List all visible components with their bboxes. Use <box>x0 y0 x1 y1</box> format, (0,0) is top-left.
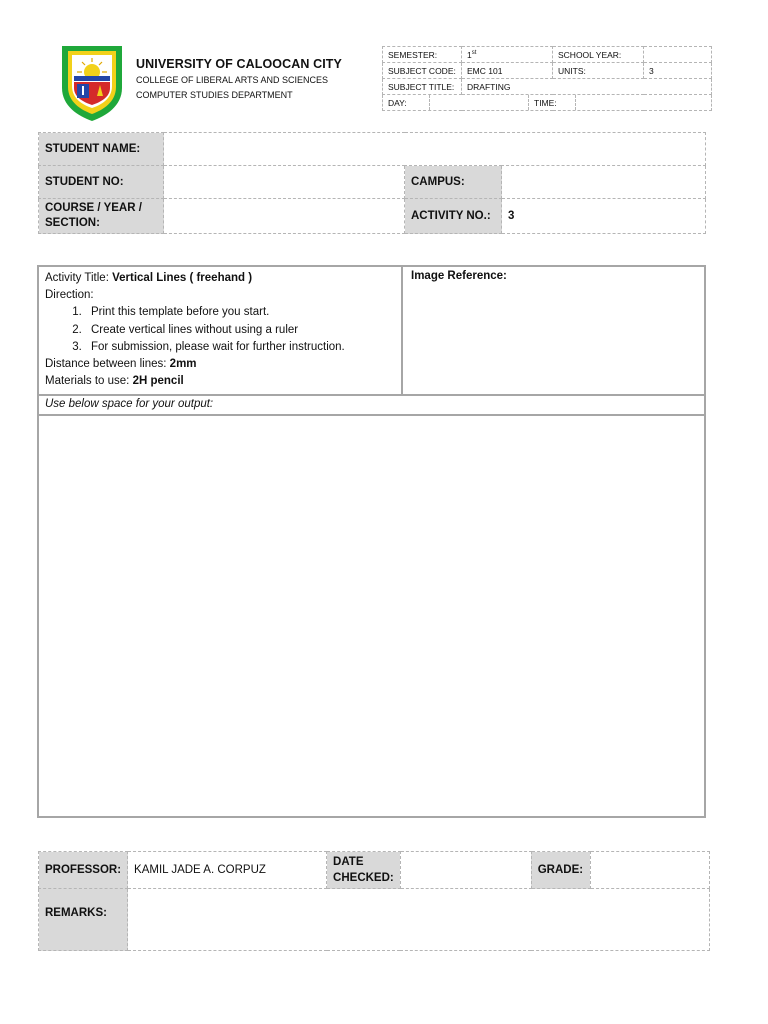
semester-label: SEMESTER: <box>383 47 462 63</box>
materials-line <box>45 373 401 390</box>
student-name-label: STUDENT NAME: <box>39 133 164 166</box>
grade-field[interactable] <box>590 852 709 889</box>
day-time-row <box>383 95 712 111</box>
activity-title-value: Vertical Lines ( freehand ) <box>112 272 253 284</box>
student-no-label: STUDENT NO: <box>39 166 164 199</box>
image-reference-label: Image Reference: <box>411 270 507 282</box>
subject-code-value[interactable]: EMC 101 <box>462 63 553 79</box>
grading-table <box>38 851 710 951</box>
direction-step: 1. Print this template before you start. <box>85 304 401 321</box>
distance-line <box>45 356 401 373</box>
date-checked-label: DATE CHECKED: <box>327 852 401 889</box>
professor-label: PROFESSOR: <box>39 852 128 889</box>
direction-steps <box>45 304 401 356</box>
subject-title-label: SUBJECT TITLE: <box>383 79 462 95</box>
activity-no-label: ACTIVITY NO.: <box>405 199 502 234</box>
time-label: TIME: <box>529 95 576 110</box>
activity-no-value[interactable]: 3 <box>502 199 706 234</box>
image-reference-panel <box>405 267 704 394</box>
time-value[interactable] <box>576 95 712 110</box>
day-value[interactable] <box>430 95 529 110</box>
activity-instructions <box>39 267 403 394</box>
course-year-section-label: COURSE / YEAR / SECTION: <box>39 199 164 234</box>
department-name: COMPUTER STUDIES DEPARTMENT <box>136 90 293 100</box>
units-label: UNITS: <box>553 63 644 79</box>
semester-number: 1 <box>467 49 472 60</box>
activity-title-label: Activity Title: <box>45 272 109 284</box>
remarks-field[interactable] <box>128 889 710 951</box>
school-year-label: SCHOOL YEAR: <box>553 47 644 63</box>
date-checked-field[interactable] <box>400 852 531 889</box>
remarks-label: REMARKS: <box>39 889 128 951</box>
activity-box <box>37 265 706 818</box>
campus-field[interactable] <box>502 166 706 199</box>
direction-step: 3. For submission, please wait for further instruction. <box>85 339 401 356</box>
university-name: UNIVERSITY OF CALOOCAN CITY <box>136 57 342 71</box>
direction-step: 2. Create vertical lines without using a ruler <box>85 322 401 339</box>
output-prompt: Use below space for your output: <box>39 394 704 416</box>
materials-value: 2H pencil <box>132 375 184 388</box>
student-info-table <box>38 132 706 234</box>
semester-value[interactable] <box>462 47 553 63</box>
school-year-value[interactable] <box>644 47 712 63</box>
subject-title-value[interactable]: DRAFTING <box>462 79 712 95</box>
semester-suffix: st <box>471 49 477 56</box>
course-info-table <box>382 46 712 111</box>
subject-code-label: SUBJECT CODE: <box>383 63 462 79</box>
distance-value: 2mm <box>169 358 197 371</box>
professor-value: KAMIL JADE A. CORPUZ <box>128 852 327 889</box>
materials-label: Materials to use: <box>45 375 130 388</box>
student-no-field[interactable] <box>164 166 405 199</box>
activity-title-line <box>45 270 401 287</box>
units-value[interactable]: 3 <box>644 63 712 79</box>
day-label: DAY: <box>383 95 430 110</box>
campus-label: CAMPUS: <box>405 166 502 199</box>
direction-label: Direction: <box>45 289 94 302</box>
student-name-field[interactable] <box>164 133 706 166</box>
distance-label: Distance between lines: <box>45 358 167 371</box>
college-name: COLLEGE OF LIBERAL ARTS AND SCIENCES <box>136 75 329 85</box>
course-year-section-field[interactable] <box>164 199 405 234</box>
grade-label: GRADE: <box>531 852 590 889</box>
output-drawing-area[interactable] <box>39 416 704 816</box>
university-seal-logo <box>58 44 126 122</box>
